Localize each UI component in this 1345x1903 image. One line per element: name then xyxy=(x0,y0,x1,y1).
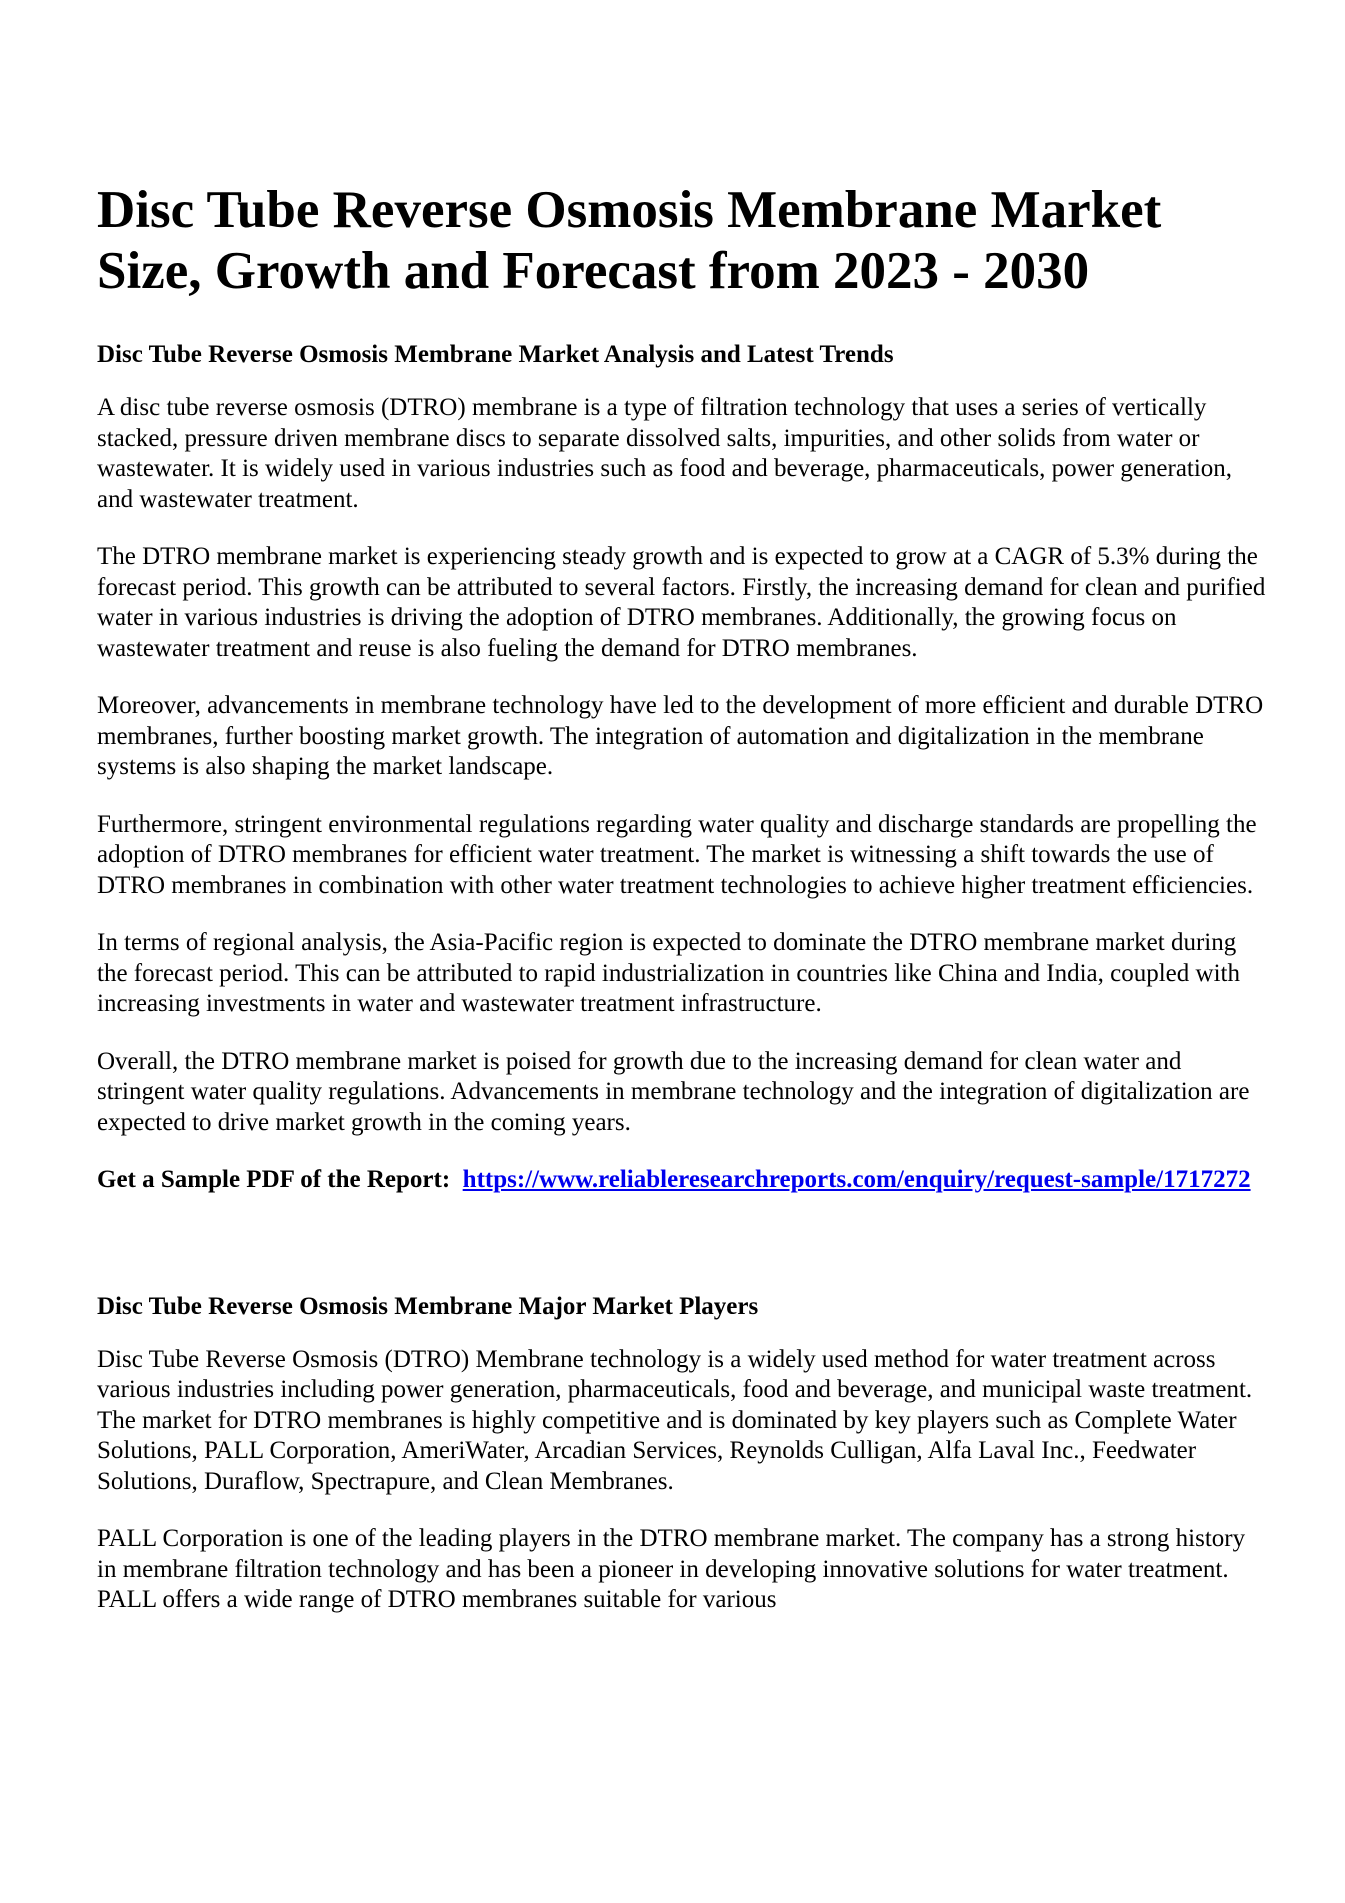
sample-pdf-label: Get a Sample PDF of the Report: xyxy=(97,1166,451,1193)
paragraph: Disc Tube Reverse Osmosis (DTRO) Membrane technology is a widely used method for water treatment across various industries including power generation, pharmaceuticals, food and beverage, and municipal waste treatment. The market for DTRO membranes is highly competitive and is dominated by key players such as Complete Water Solutions, PALL Corporation, AmeriWater, Arcadian Services, Reynolds Culligan, Alfa Laval Inc., Feedwater Solutions, Duraflow, Spectrapure, and Clean Membranes. xyxy=(97,1345,1253,1495)
paragraph: A disc tube reverse osmosis (DTRO) membrane is a type of filtration technology that uses a series of vertically stacked, pressure driven membrane discs to separate dissolved salts, impurities, and other solids from water or wastewater. It is widely used in various industries such as food and beverage, pharmaceuticals, power generation, and wastewater treatment. xyxy=(97,394,1233,513)
paragraph: In terms of regional analysis, the Asia-Pacific region is expected to dominate the DTRO membrane market during the forecast period. This can be attributed to rapid industrialization in countries like China and India, coupled with increasing investments in water and wastewater treatment infrastructure. xyxy=(97,929,1240,1017)
paragraph: Overall, the DTRO membrane market is poised for growth due to the increasing demand for clean water and stringent water quality regulations. Advancements in membrane technology and the integration of digitalization are expected to drive market growth in the coming years. xyxy=(97,1047,1250,1136)
sample-pdf-cta xyxy=(97,1165,1267,1196)
document-page xyxy=(97,180,1267,1643)
page-title: Disc Tube Reverse Osmosis Membrane Market Size, Growth and Forecast from 2023 - 2030 xyxy=(97,181,1162,300)
section-spacer xyxy=(97,1196,1267,1292)
section-heading-players: Disc Tube Reverse Osmosis Membrane Major Market Players xyxy=(97,1292,759,1320)
section-heading-analysis: Disc Tube Reverse Osmosis Membrane Market Analysis and Latest Trends xyxy=(97,341,894,368)
paragraph: Moreover, advancements in membrane technology have led to the development of more efficient and durable DTRO membranes, further boosting market growth. The integration of automation and digitalization in the membrane systems is also shaping the market landscape. xyxy=(97,692,1264,780)
paragraph: PALL Corporation is one of the leading players in the DTRO membrane market. The company has a strong history in membrane filtration technology and has been a pioneer in developing innovative solutions for water treatment. PALL offers a wide range of DTRO membranes suitable for various xyxy=(97,1525,1246,1613)
sample-pdf-link[interactable]: https://www.reliableresearchreports.com/enquiry/request-sample/1717272 xyxy=(462,1166,1251,1193)
paragraph: The DTRO membrane market is experiencing steady growth and is expected to grow at a CAGR of 5.3% during the forecast period. This growth can be attributed to several factors. Firstly, the increasing demand for clean and purified water in various industries is driving the adoption of DTRO membranes. Additionally, the growing focus on wastewater treatment and reuse is also fueling the demand for DTRO membranes. xyxy=(97,543,1266,662)
paragraph: Furthermore, stringent environmental regulations regarding water quality and discharge standards are propelling the adoption of DTRO membranes for efficient water treatment. The market is witnessing a shift towards the use of DTRO membranes in combination with other water treatment technologies to achieve higher treatment efficiencies. xyxy=(97,810,1257,899)
